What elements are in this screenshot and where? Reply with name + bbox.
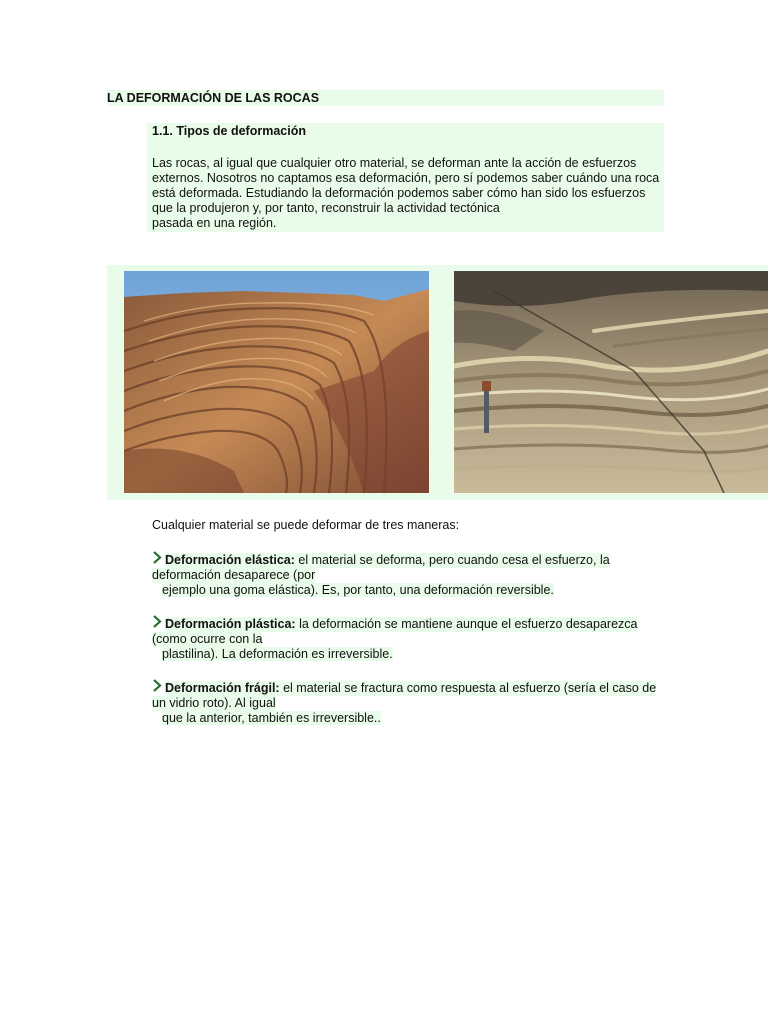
list-item: Deformación frágil: el material se fractura como respuesta al esfuerzo (sería el caso de un vidrio roto). Al igual que la anterior, también es irreversible.. — [152, 681, 657, 725]
chevron-right-icon — [152, 679, 162, 692]
item-line: (como ocurre con la — [152, 632, 263, 646]
item-line: plastilina). La deformación es irreversible. — [162, 647, 393, 661]
photo-band — [107, 265, 768, 500]
section-heading: 1.1. Tipos de deformación — [152, 124, 306, 138]
item-line: ejemplo una goma elástica). Es, por tanto, una deformación reversible. — [162, 583, 554, 597]
intro-line: está deformada. Estudiando la deformación podemos saber cómo han sido los esfuerzos — [152, 186, 646, 200]
folded-rock-strata-photo — [124, 271, 429, 493]
page-title: LA DEFORMACIÓN DE LAS ROCAS — [107, 90, 664, 106]
item-line: que la anterior, también es irreversible.. — [162, 711, 381, 725]
deformation-term: Deformación frágil: — [165, 681, 280, 695]
item-line: un vidrio roto). Al igual — [152, 696, 276, 710]
item-line: deformación desaparece (por — [152, 568, 316, 582]
chevron-right-icon — [152, 551, 162, 564]
list-item: Deformación elástica: el material se deforma, pero cuando cesa el esfuerzo, la deformación desaparece (por ejemplo una goma elástica). Es, por tanto, una deformación reversible. — [152, 553, 610, 597]
intro-line: Las rocas, al igual que cualquier otro material, se deforman ante la acción de esfuerzos — [152, 156, 637, 170]
faulted-sediment-layers-photo — [454, 271, 768, 493]
chevron-right-icon — [152, 615, 162, 628]
intro-paragraph — [152, 156, 664, 231]
intro-line: pasada en una región. — [152, 216, 277, 230]
lead-sentence: Cualquier material se puede deformar de tres maneras: — [152, 518, 460, 532]
deformation-term: Deformación plástica: — [165, 617, 296, 631]
list-item: Deformación plástica: la deformación se mantiene aunque el esfuerzo desaparezca (como ocurre con la plastilina). La deformación es irreversible. — [152, 617, 638, 661]
intro-line: que la produjeron y, por tanto, reconstruir la actividad tectónica — [152, 201, 500, 215]
section-box — [147, 123, 664, 232]
deformation-term: Deformación elástica: — [165, 553, 295, 567]
intro-line: externos. Nosotros no captamos esa deformación, pero sí podemos saber cuándo una roca — [152, 171, 660, 185]
